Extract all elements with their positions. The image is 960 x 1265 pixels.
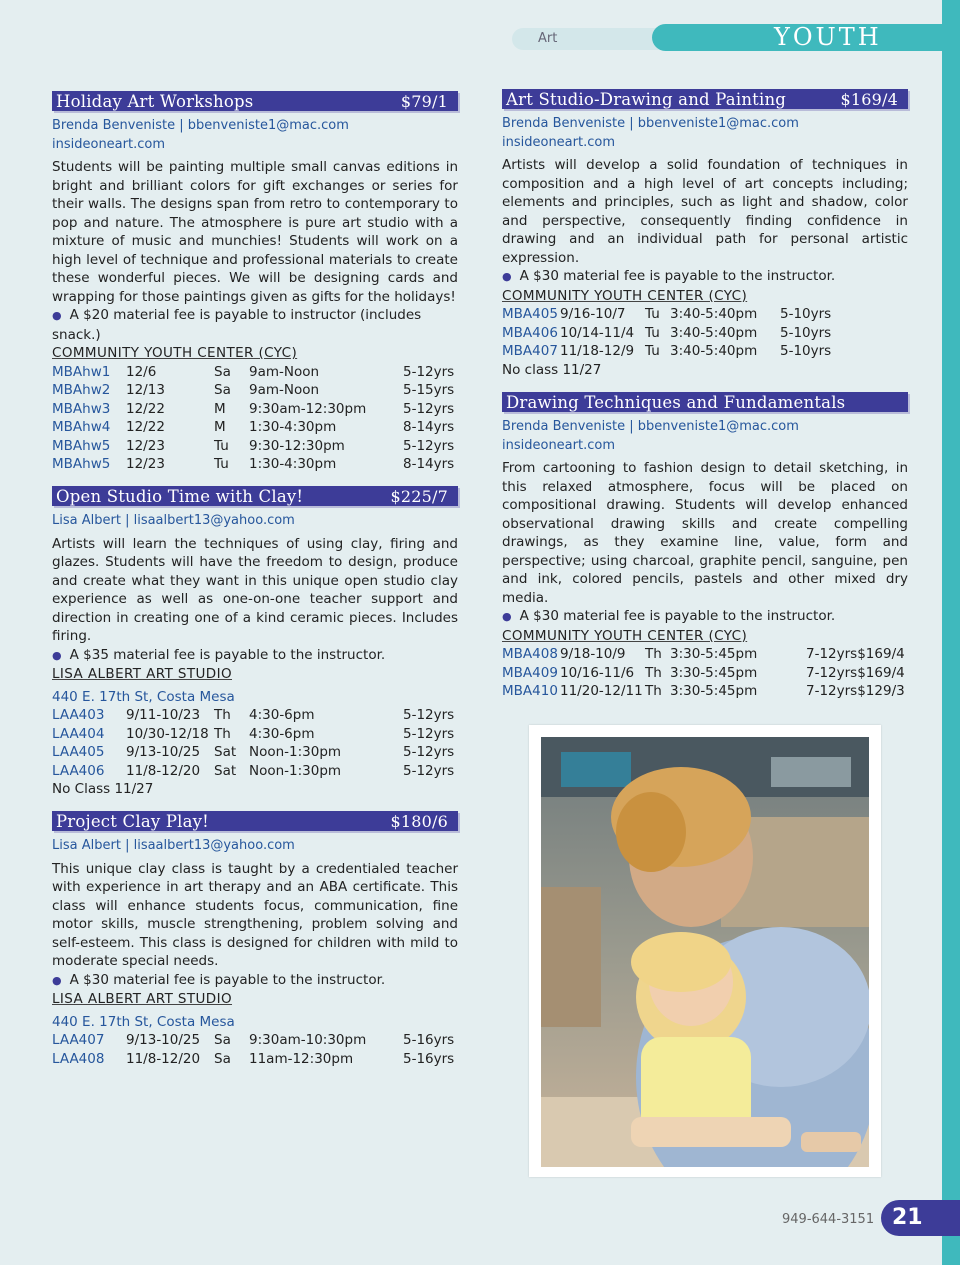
instructor-name: Lisa Albert	[52, 513, 121, 528]
class-dates: 12/23	[126, 437, 165, 454]
schedule-table	[52, 1031, 454, 1068]
contact-info: Brenda Benveniste | bbenveniste1@mac.com insideoneart.com	[52, 118, 349, 152]
schedule-row	[52, 418, 454, 437]
class-code[interactable]: MBAhw5	[52, 437, 111, 454]
course-project-clay-play	[52, 811, 458, 1068]
course-title: Project Clay Play!	[56, 811, 209, 831]
course-description: This unique clay class is taught by a credentialed teacher with experience in art therapy and an ABA certificate. This class will enhance students focus, communication, fine motor skills, muscle strengthening, problem solving and self-esteem. This class is designed for children with mild to moderate special needs.	[52, 860, 458, 969]
contact-info: Brenda Benveniste | bbenveniste1@mac.com insideoneart.com	[502, 419, 799, 453]
class-day: Th	[645, 646, 662, 662]
class-code[interactable]: MBA410	[502, 683, 558, 699]
class-dates: 12/22	[126, 419, 165, 435]
course-drawing-techniques	[502, 392, 908, 701]
schedule-row	[52, 743, 454, 762]
class-day: Sa	[214, 1050, 231, 1067]
schedule-row	[502, 682, 905, 701]
schedule-table	[52, 706, 454, 780]
instructor-email[interactable]: lisaalbert13@yahoo.com	[133, 513, 295, 528]
class-code[interactable]: LAA408	[52, 1050, 105, 1067]
class-price: $169/4	[857, 646, 905, 662]
class-time: Noon-1:30pm	[249, 744, 342, 760]
course-title: Open Studio Time with Clay!	[56, 486, 304, 506]
class-ages: 5-16yrs	[403, 1032, 455, 1048]
location-name: LISA ALBERT ART STUDIO	[52, 666, 233, 682]
photo-frame	[529, 725, 881, 1177]
class-ages: 8-14yrs	[403, 456, 455, 472]
class-ages: 8-14yrs	[403, 419, 455, 435]
schedule-table	[502, 645, 905, 701]
schedule-row	[52, 1031, 454, 1050]
class-dates: 10/30-12/18	[126, 725, 209, 742]
class-time: 3:40-5:40pm	[670, 324, 758, 341]
section-tab-art: Art	[512, 28, 682, 50]
instructor-email[interactable]: lisaalbert13@yahoo.com	[133, 838, 295, 853]
contact-info: Lisa Albert | lisaalbert13@yahoo.com	[52, 513, 295, 528]
course-description: Artists will develop a solid foundation of techniques in composition and a high level of art concepts including; elements and principles, such as light and shadow, color and perspective, consequently finding confidence in drawing and an individual path for personal artistic expression.	[502, 157, 908, 266]
class-time: 4:30-6pm	[249, 725, 315, 742]
material-fee	[52, 646, 458, 666]
class-dates: 12/23	[126, 456, 165, 472]
class-time: 1:30-4:30pm	[249, 419, 337, 435]
class-ages: 5-12yrs	[403, 744, 455, 760]
bullet-icon: ●	[52, 973, 62, 987]
course-art-studio-drawing-painting	[502, 89, 908, 379]
class-dates: 9/18-10/9	[560, 646, 626, 662]
bullet-icon: ●	[502, 610, 512, 623]
class-day: M	[214, 419, 226, 435]
category-tab-youth: YOUTH	[652, 24, 942, 51]
course-price: $225/7	[390, 486, 448, 506]
class-time: 4:30-6pm	[249, 707, 315, 723]
class-day: Th	[214, 707, 231, 723]
class-ages: 7-12yrs	[806, 683, 858, 699]
class-price: $169/4	[857, 664, 905, 681]
class-day: Th	[645, 683, 662, 699]
material-fee	[502, 607, 908, 627]
class-code[interactable]: MBA405	[502, 306, 558, 322]
class-time: 9:30-12:30pm	[249, 437, 345, 454]
class-day: M	[214, 400, 226, 417]
location-address: 440 E. 17th St, Costa Mesa	[52, 688, 235, 705]
class-dates: 11/8-12/20	[126, 1050, 201, 1067]
schedule-row	[52, 762, 454, 781]
instructor-email[interactable]: bbenveniste1@mac.com	[637, 419, 799, 434]
class-dates: 10/16-11/6	[560, 664, 635, 681]
schedule-row	[502, 305, 831, 324]
instructor-website[interactable]: insideoneart.com	[502, 134, 615, 150]
schedule-table	[52, 363, 454, 474]
class-code[interactable]: MBA406	[502, 324, 558, 341]
course-open-studio-clay	[52, 486, 458, 799]
class-ages: 5-12yrs	[403, 437, 455, 454]
instructor-name: Lisa Albert	[52, 838, 121, 853]
course-title: Holiday Art Workshops	[56, 91, 254, 111]
contact-info: Lisa Albert | lisaalbert13@yahoo.com	[52, 838, 295, 853]
class-code[interactable]: LAA405	[52, 744, 105, 760]
class-time: 3:40-5:40pm	[670, 343, 758, 359]
location-address: 440 E. 17th St, Costa Mesa	[52, 1013, 235, 1030]
class-code[interactable]: MBAhw2	[52, 382, 111, 398]
class-dates: 11/20-12/11	[560, 683, 643, 699]
class-time: 3:30-5:45pm	[670, 646, 758, 662]
schedule-row	[52, 725, 454, 744]
class-day: Sat	[214, 762, 237, 779]
class-ages: 5-12yrs	[403, 707, 455, 723]
class-price: $129/3	[857, 683, 905, 699]
class-ages: 5-15yrs	[403, 382, 455, 398]
class-time: Noon-1:30pm	[249, 762, 342, 779]
class-code[interactable]: LAA403	[52, 707, 105, 723]
course-header	[502, 392, 908, 412]
schedule-row	[502, 342, 831, 361]
class-time: 3:40-5:40pm	[670, 306, 758, 322]
class-day: Tu	[214, 437, 229, 454]
course-price: $79/1	[400, 91, 448, 111]
class-dates: 12/22	[126, 400, 165, 417]
class-day: Sa	[214, 363, 231, 380]
class-ages: 5-10yrs	[780, 306, 832, 322]
class-time: 11am-12:30pm	[249, 1050, 354, 1067]
course-description: From cartooning to fashion design to detail sketching, in this relaxed atmosphere, focus will be placed on compositional drawing. Students will develop enhanced observational drawing skills and create compelling drawings, as they examine line, value, form and perspective; using charcoal, graphite pencil, sanguine, pen and ink, colored pencils, pastels and other mixed dry media.	[502, 460, 908, 606]
course-description: Students will be painting multiple small canvas editions in bright and brilliant colors for gift exchanges or series for their walls. The designs span from retro to contemporary to pop and nature. The atmosphere is pure art studio with a mixture of music and munchies! Students will work on a high level of technique and professional materials to create these wonderful pieces. We will be designing cards and wrapping for those paintings given as gifts for the holidays!	[52, 159, 458, 305]
class-code[interactable]: MBA407	[502, 343, 558, 359]
class-ages: 5-16yrs	[403, 1050, 455, 1067]
class-ages: 5-12yrs	[403, 762, 455, 779]
class-ages: 5-10yrs	[780, 324, 832, 341]
class-time: 9am-Noon	[249, 363, 320, 380]
class-dates: 9/11-10/23	[126, 707, 201, 723]
material-fee	[52, 971, 458, 991]
footer-phone: 949-644-3151	[782, 1212, 875, 1227]
course-title: Art Studio-Drawing and Painting	[506, 89, 787, 109]
class-ages: 5-12yrs	[403, 363, 455, 380]
fee-text: A $30 material fee is payable to the instructor.	[69, 971, 386, 988]
class-dates: 9/16-10/7	[560, 306, 626, 322]
contact-info: Brenda Benveniste | bbenveniste1@mac.com insideoneart.com	[502, 116, 799, 150]
class-code[interactable]: MBA409	[502, 664, 558, 681]
class-time: 9am-Noon	[249, 382, 320, 398]
class-dates: 9/13-10/25	[126, 744, 201, 760]
class-day: Sat	[214, 744, 237, 760]
class-code[interactable]: LAA407	[52, 1032, 105, 1048]
location-name: LISA ALBERT ART STUDIO	[52, 991, 233, 1007]
bullet-icon: ●	[52, 309, 62, 322]
schedule-row	[52, 455, 454, 474]
instructor-name: Brenda Benveniste	[502, 116, 626, 131]
course-description: Artists will learn the techniques of using clay, firing and glazes. Students will have the freedom to design, produce and create what they want in this unique open studio clay experience as well as one-on-one teacher support and direction in creating one of a kind ceramic pieces. Includes firing.	[52, 535, 458, 644]
class-code[interactable]: LAA406	[52, 762, 105, 779]
photo-art-class	[541, 737, 869, 1167]
fee-text: A $30 material fee is payable to the instructor.	[519, 268, 836, 284]
instructor-name: Brenda Benveniste	[502, 419, 626, 434]
schedule-note: No Class 11/27	[52, 781, 154, 797]
class-dates: 11/18-12/9	[560, 343, 635, 359]
class-code[interactable]: MBAhw3	[52, 400, 111, 417]
schedule-row	[502, 645, 905, 664]
instructor-email[interactable]: bbenveniste1@mac.com	[637, 116, 799, 131]
bullet-icon: ●	[502, 270, 512, 283]
class-time: 3:30-5:45pm	[670, 683, 758, 699]
class-code[interactable]: MBAhw1	[52, 363, 111, 380]
location-name: COMMUNITY YOUTH CENTER (CYC)	[502, 627, 748, 644]
schedule-row	[52, 400, 454, 419]
class-dates: 12/13	[126, 382, 165, 398]
course-holiday-art	[52, 91, 458, 474]
schedule-row	[502, 324, 831, 343]
class-ages: 5-12yrs	[403, 400, 455, 417]
class-dates: 11/8-12/20	[126, 762, 201, 779]
side-strip	[942, 0, 960, 1265]
class-ages: 5-12yrs	[403, 725, 455, 742]
material-fee	[502, 267, 908, 287]
class-day: Tu	[214, 456, 229, 472]
material-fee	[52, 306, 458, 344]
course-title: Drawing Techniques and Fundamentals	[506, 392, 846, 412]
schedule-table	[502, 305, 831, 361]
bullet-icon: ●	[52, 648, 62, 662]
class-code[interactable]: LAA404	[52, 725, 105, 742]
location-name: COMMUNITY YOUTH CENTER (CYC)	[52, 345, 298, 361]
class-dates: 10/14-11/4	[560, 324, 635, 341]
instructor-email[interactable]: bbenveniste1@mac.com	[187, 118, 349, 133]
class-ages: 7-12yrs	[806, 664, 858, 681]
class-code[interactable]: MBAhw4	[52, 419, 111, 435]
class-day: Tu	[645, 324, 660, 341]
class-day: Sa	[214, 382, 231, 398]
course-price: $180/6	[390, 811, 448, 831]
class-time: 9:30am-12:30pm	[249, 400, 367, 417]
class-day: Tu	[645, 343, 660, 359]
fee-text: A $35 material fee is payable to the instructor.	[69, 646, 386, 663]
class-code[interactable]: MBAhw5	[52, 456, 111, 472]
class-ages: 5-10yrs	[780, 343, 832, 359]
schedule-row	[52, 363, 454, 382]
schedule-row	[52, 381, 454, 400]
instructor-name: Brenda Benveniste	[52, 118, 176, 133]
class-time: 9:30am-10:30pm	[249, 1032, 367, 1048]
schedule-row	[502, 664, 905, 683]
fee-text: A $30 material fee is payable to the instructor.	[519, 608, 836, 624]
class-day: Th	[645, 664, 662, 681]
class-time: 1:30-4:30pm	[249, 456, 337, 472]
course-header	[52, 91, 458, 111]
instructor-website[interactable]: insideoneart.com	[52, 136, 165, 152]
fee-text: A $20 material fee is payable to instructor (includes snack.)	[52, 307, 422, 343]
schedule-row	[52, 706, 454, 725]
class-day: Sa	[214, 1032, 231, 1048]
location-name: COMMUNITY YOUTH CENTER (CYC)	[502, 287, 748, 304]
class-ages: 7-12yrs	[806, 646, 858, 662]
course-header	[502, 89, 908, 109]
schedule-row	[52, 437, 454, 456]
instructor-website[interactable]: insideoneart.com	[502, 437, 615, 453]
class-day: Tu	[645, 306, 660, 322]
class-day: Th	[214, 725, 231, 742]
course-header	[52, 486, 458, 506]
class-time: 3:30-5:45pm	[670, 664, 758, 681]
course-price: $169/4	[840, 89, 898, 109]
class-dates: 12/6	[126, 363, 157, 380]
class-dates: 9/13-10/25	[126, 1032, 201, 1048]
schedule-row	[52, 1050, 454, 1069]
page-number: 21	[881, 1200, 960, 1236]
class-code[interactable]: MBA408	[502, 646, 558, 662]
course-header	[52, 811, 458, 831]
schedule-note: No class 11/27	[502, 361, 602, 378]
